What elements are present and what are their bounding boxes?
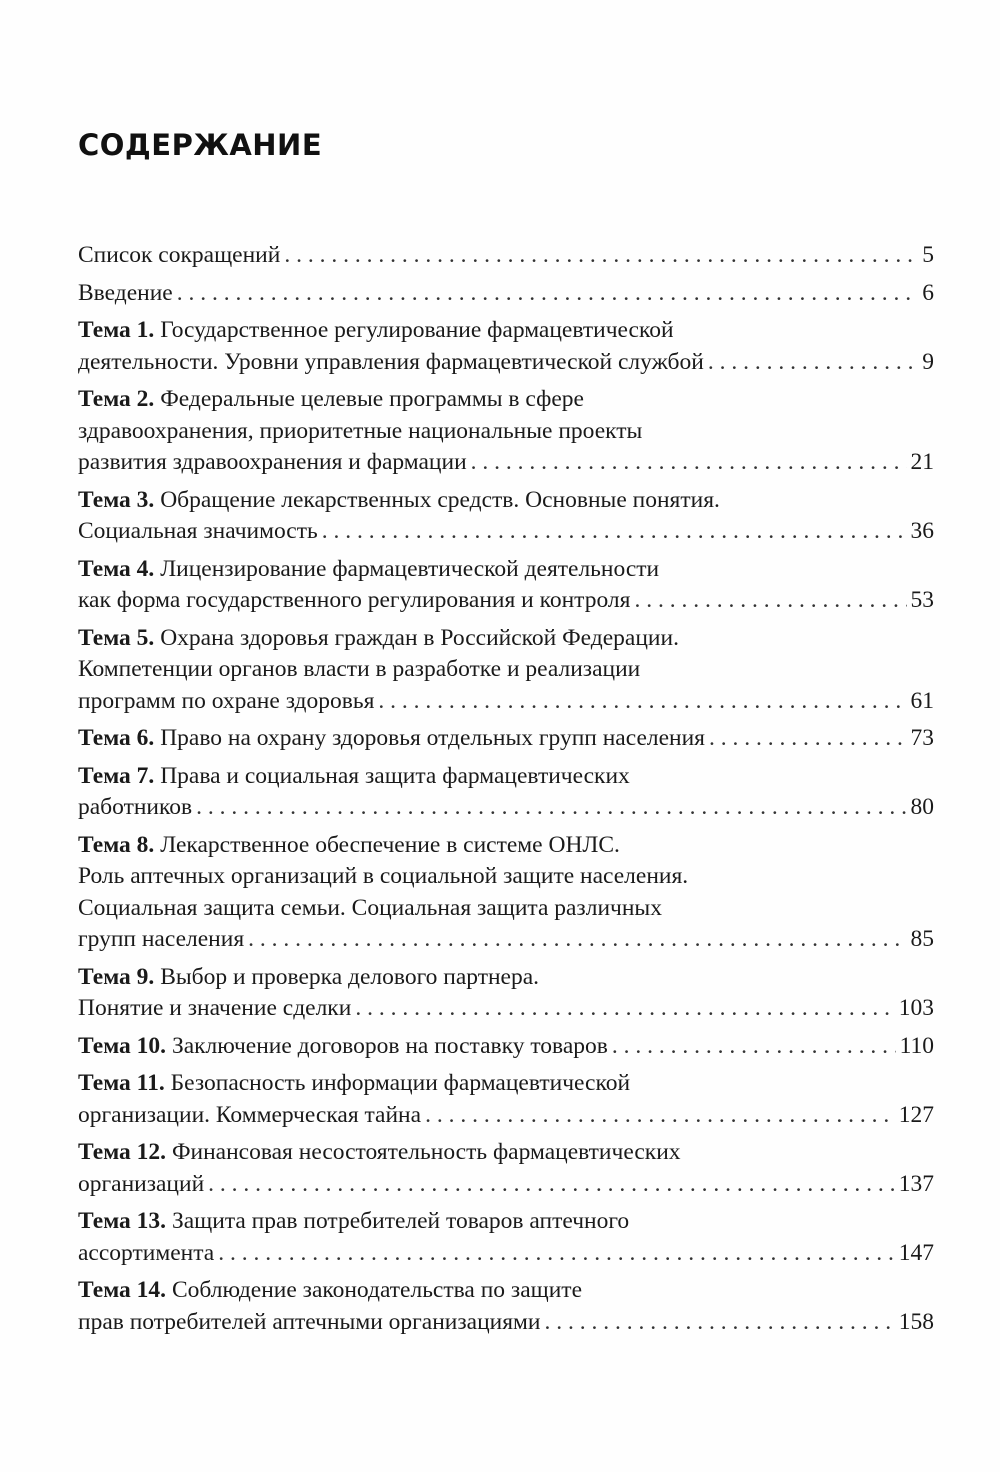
toc-entry[interactable] (78, 1068, 934, 1131)
toc-entry[interactable] (78, 723, 934, 755)
toc-entry-text: Тема 10. Заключение договоров на поставку товаров (78, 1032, 608, 1059)
toc-topic-label: Тема 8. (78, 831, 155, 858)
page-number: 158 (898, 1308, 934, 1335)
toc-entry-text: деятельности. Уровни управления фармацевтической службой (78, 348, 704, 375)
toc-entry[interactable] (78, 384, 934, 479)
toc-entry-line (78, 1100, 934, 1132)
toc-entry-text: здравоохранения, приоритетные национальные проекты (78, 417, 643, 444)
toc-entry-text: Тема 6. Право на охрану здоровья отдельных групп населения (78, 725, 705, 751)
toc-entry-text: Тема 8. Лекарственное обеспечение в системе ОНЛС. (78, 831, 620, 858)
toc-entry-text: Тема 4. Лицензирование фармацевтической деятельности (78, 555, 660, 582)
toc-entry-text: Тема 5. Охрана здоровья граждан в Российской Федерации. (78, 624, 679, 651)
toc-entry[interactable] (78, 1031, 934, 1063)
toc-entry-line (78, 761, 934, 793)
toc-entry-line (78, 278, 934, 310)
page-number: 73 (910, 725, 934, 751)
toc-entry[interactable] (78, 1137, 934, 1200)
toc-entry-line (78, 893, 934, 925)
toc-entry-line (78, 924, 934, 956)
toc-topic-label: Тема 11. (78, 1070, 165, 1096)
dot-leader (355, 993, 894, 1025)
toc-entry-line (78, 861, 934, 893)
toc-entry-line (78, 723, 934, 755)
toc-entry-text: Тема 12. Финансовая несостоятельность фармацевтических (78, 1139, 681, 1165)
toc-entry-line (78, 447, 934, 479)
toc-entry-text: прав потребителей аптечными организациями (78, 1308, 541, 1335)
page-number: 127 (898, 1101, 934, 1128)
page-number: 80 (910, 794, 934, 820)
toc-entry-text: Социальная значимость (78, 518, 318, 544)
page-number: 147 (898, 1239, 934, 1266)
dot-leader (218, 1238, 895, 1270)
toc-topic-label: Тема 9. (78, 963, 155, 990)
page-title: СОДЕРЖАНИЕ (78, 128, 323, 162)
toc-entry-text: Тема 3. Обращение лекарственных средств. Основные понятия. (78, 486, 720, 513)
toc-entry-text: Тема 11. Безопасность информации фармацевтической (78, 1070, 631, 1096)
toc-topic-label: Тема 3. (78, 486, 155, 513)
toc-entry[interactable] (78, 623, 934, 718)
toc-entry-line (78, 485, 934, 517)
toc-topic-label: Тема 4. (78, 555, 155, 582)
toc-entry-text: как форма государственного регулирования и контроля (78, 587, 631, 613)
toc-entry-line (78, 347, 934, 379)
dot-leader (196, 792, 906, 824)
toc-entry-line (78, 1238, 934, 1270)
toc-entry[interactable] (78, 1275, 934, 1338)
toc-entry-line (78, 1307, 934, 1339)
dot-leader (322, 516, 907, 548)
dot-leader (709, 723, 907, 755)
toc-topic-label: Тема 14. (78, 1277, 167, 1303)
toc-entry-line (78, 1137, 934, 1169)
toc-entry-line (78, 1206, 934, 1238)
toc-topic-label: Тема 5. (78, 624, 155, 651)
dot-leader (708, 347, 918, 379)
toc-entry-line (78, 585, 934, 617)
toc-topic-label: Тема 10. (78, 1032, 167, 1059)
page-number: 110 (899, 1032, 934, 1059)
page-number: 85 (910, 926, 934, 952)
toc-entry-text: Тема 2. Федеральные целевые программы в сфере (78, 386, 584, 412)
dot-leader (634, 585, 906, 617)
toc-topic-label: Тема 1. (78, 317, 155, 343)
toc-entry-line (78, 1068, 934, 1100)
toc-topic-label: Тема 13. (78, 1208, 167, 1234)
dot-leader (284, 240, 918, 272)
toc-entry[interactable] (78, 1206, 934, 1269)
toc-entry-line (78, 384, 934, 416)
toc-entry-line (78, 623, 934, 655)
table-of-contents (78, 240, 934, 1344)
toc-entry-line (78, 1031, 934, 1063)
page-number: 6 (922, 279, 934, 306)
toc-entry-line (78, 554, 934, 586)
toc-entry-line (78, 516, 934, 548)
toc-entry-text: организации. Коммерческая тайна (78, 1101, 422, 1128)
dot-leader (378, 686, 906, 718)
toc-topic-label: Тема 6. (78, 725, 155, 751)
toc-entry-text: Тема 1. Государственное регулирование фармацевтической (78, 317, 674, 343)
toc-entry[interactable] (78, 830, 934, 956)
toc-entry-text: Введение (78, 279, 173, 306)
page-number: 53 (910, 587, 934, 613)
toc-entry-line (78, 240, 934, 272)
toc-entry-line (78, 962, 934, 994)
dot-leader (544, 1307, 894, 1339)
toc-entry-line (78, 315, 934, 347)
toc-entry-text: программ по охране здоровья (78, 687, 375, 714)
toc-entry-text: ассортимента (78, 1239, 215, 1266)
toc-entry-text: групп населения (78, 926, 245, 952)
dot-leader (612, 1031, 896, 1063)
toc-entry-text: Роль аптечных организаций в социальной защите населения. (78, 863, 689, 889)
toc-entry-text: Компетенции органов власти в разработке и реализации (78, 656, 641, 682)
page-number: 137 (898, 1170, 934, 1197)
dot-leader (208, 1169, 895, 1201)
toc-entry[interactable] (78, 315, 934, 378)
toc-entry-line (78, 993, 934, 1025)
toc-entry[interactable] (78, 240, 934, 272)
page-number: 36 (910, 518, 934, 544)
toc-entry-text: Социальная защита семьи. Социальная защита различных (78, 894, 662, 921)
page-number: 9 (922, 348, 934, 375)
dot-leader (177, 278, 919, 310)
page-number: 5 (922, 242, 934, 268)
toc-entry-line (78, 654, 934, 686)
toc-entry-line (78, 686, 934, 718)
toc-entry[interactable] (78, 761, 934, 824)
page-number: 61 (910, 687, 934, 714)
toc-entry-text: Понятие и значение сделки (78, 995, 352, 1021)
toc-entry-text: Тема 13. Защита прав потребителей товаров аптечного (78, 1208, 630, 1234)
toc-entry-text: организаций (78, 1170, 205, 1197)
toc-entry[interactable] (78, 278, 934, 310)
toc-entry-text: Тема 7. Права и социальная защита фармацевтических (78, 762, 630, 789)
toc-entry-text: развития здравоохранения и фармации (78, 449, 467, 475)
dot-leader (248, 924, 906, 956)
toc-entry-line (78, 792, 934, 824)
toc-entry[interactable] (78, 485, 934, 548)
toc-entry-text: Тема 9. Выбор и проверка делового партнера. (78, 963, 540, 990)
toc-entry-line (78, 416, 934, 448)
toc-entry[interactable] (78, 554, 934, 617)
toc-entry-text: Тема 14. Соблюдение законодательства по защите (78, 1277, 583, 1303)
page-number: 21 (910, 449, 934, 475)
dot-leader (425, 1100, 895, 1132)
toc-entry-line (78, 1169, 934, 1201)
toc-entry-text: работников (78, 794, 193, 820)
toc-topic-label: Тема 7. (78, 762, 155, 789)
toc-entry-line (78, 830, 934, 862)
page-number: 103 (898, 995, 934, 1021)
toc-topic-label: Тема 2. (78, 386, 155, 412)
toc-topic-label: Тема 12. (78, 1139, 167, 1165)
toc-entry-text: Список сокращений (78, 242, 281, 268)
dot-leader (471, 447, 907, 479)
toc-entry-line (78, 1275, 934, 1307)
toc-entry[interactable] (78, 962, 934, 1025)
